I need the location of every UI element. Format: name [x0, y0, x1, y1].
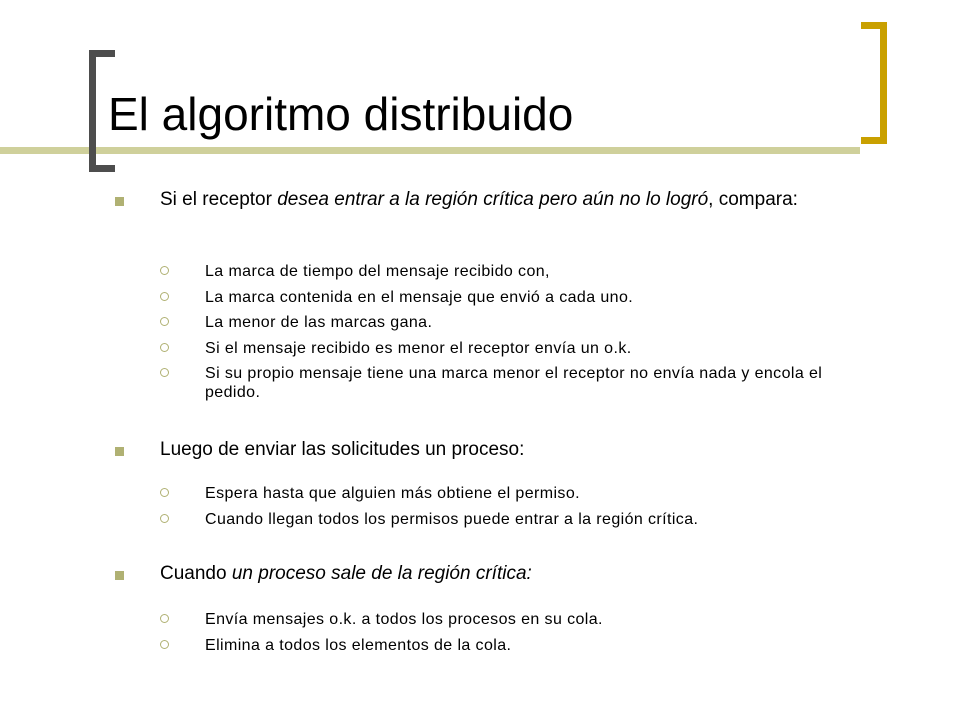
circle-bullet-icon	[160, 488, 169, 497]
bullet-level2	[205, 636, 845, 655]
slide-title: El algoritmo distribuido	[108, 88, 574, 140]
text: Luego de enviar las solicitudes un proceso:	[160, 439, 525, 460]
italic-text: un proceso sale de la región crítica:	[231, 563, 532, 584]
bullet-level2	[205, 313, 845, 332]
bullet-level2	[205, 610, 845, 629]
title-underline	[0, 147, 860, 154]
bullet-level2	[205, 510, 845, 529]
bullet-level2	[205, 364, 845, 402]
text: , compara:	[708, 189, 798, 210]
bullet-text: Cuando llegan todos los permisos puede entrar a la región crítica.	[205, 511, 699, 528]
bullet-level2	[205, 288, 845, 307]
circle-bullet-icon	[160, 317, 169, 326]
bullet-text: Si el mensaje recibido es menor el receptor envía un o.k.	[205, 340, 632, 357]
bullet-level2	[205, 484, 845, 503]
circle-bullet-icon	[160, 368, 169, 377]
right-bracket-decoration	[861, 22, 887, 144]
square-bullet-icon	[115, 197, 124, 206]
text: Cuando	[160, 563, 232, 584]
square-bullet-icon	[115, 571, 124, 580]
bullet-text: La marca contenida en el mensaje que envió a cada uno.	[205, 289, 634, 306]
bullet-text: La marca de tiempo del mensaje recibido con,	[205, 263, 550, 280]
circle-bullet-icon	[160, 343, 169, 352]
bullet-text: Envía mensajes o.k. a todos los procesos en su cola.	[205, 611, 603, 628]
circle-bullet-icon	[160, 614, 169, 623]
circle-bullet-icon	[160, 514, 169, 523]
bullet-level1	[160, 563, 860, 585]
bullet-level2	[205, 339, 845, 358]
circle-bullet-icon	[160, 292, 169, 301]
bullet-level1	[160, 189, 860, 211]
circle-bullet-icon	[160, 266, 169, 275]
text: Si el receptor	[160, 189, 278, 210]
bullet-text: Si su propio mensaje tiene una marca menor el receptor no envía nada y encola el pedido.	[205, 365, 823, 401]
square-bullet-icon	[115, 447, 124, 456]
italic-text: desea entrar a la región crítica pero aún no lo logró	[277, 189, 709, 210]
bullet-level1	[160, 439, 860, 461]
bullet-text: Espera hasta que alguien más obtiene el permiso.	[205, 485, 580, 502]
circle-bullet-icon	[160, 640, 169, 649]
bullet-text: La menor de las marcas gana.	[205, 314, 433, 331]
bullet-text: Elimina a todos los elementos de la cola.	[205, 637, 512, 654]
bullet-level2	[205, 262, 845, 281]
